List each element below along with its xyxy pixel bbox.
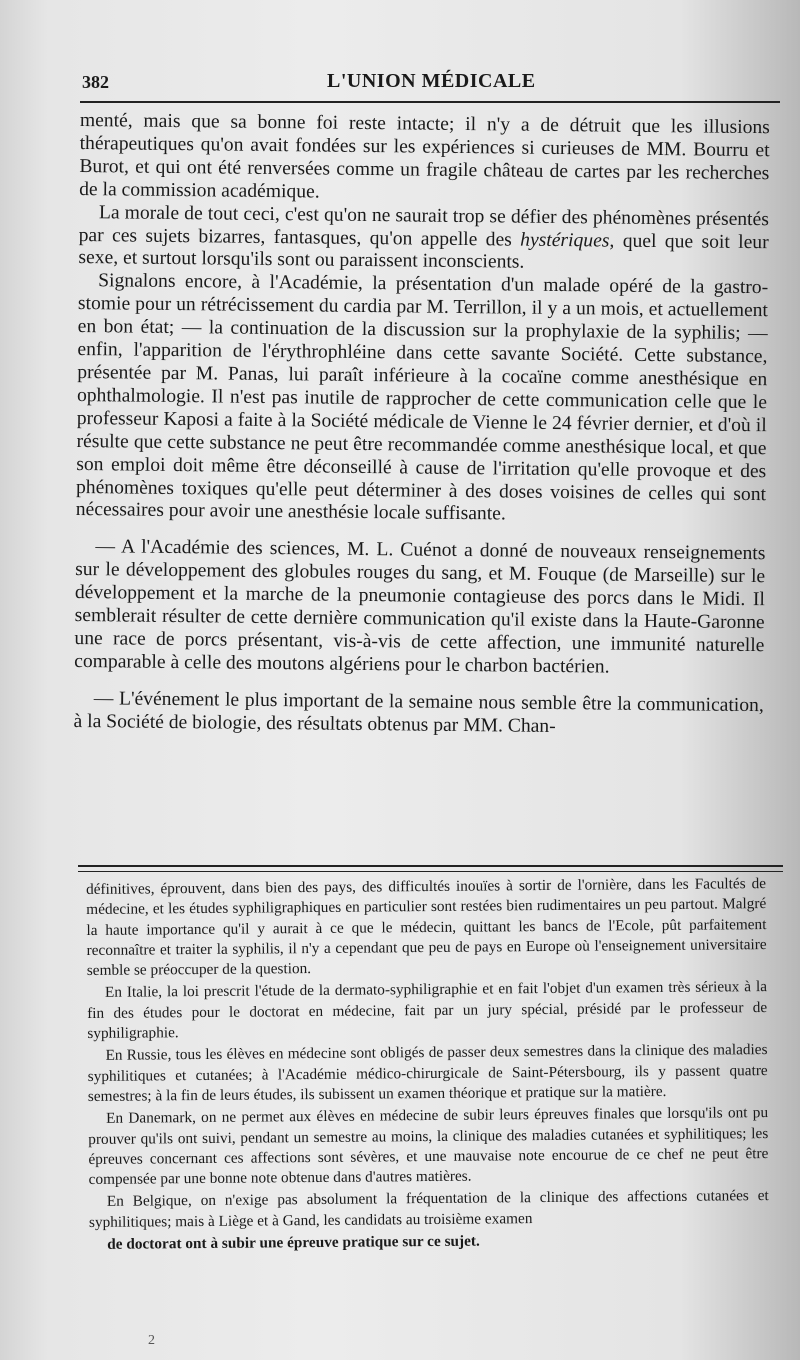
footnote-paragraph-doctorat: de doctorat ont à subir une épreuve pratique sur ce sujet. [107,1232,480,1253]
footnote-text [86,874,769,1257]
page-header [82,70,772,100]
main-article-text [73,110,769,741]
footnote-paragraph-danemark: En Danemark, on ne permet aux élèves en médecine de subir leurs épreuves finales que lorsqu'ils ont pu prouver qu'ils ont suivi, pendant un semestre au moins, la clinique des maladies cutanées et syphilitiques; les épreuves concernant ces affections sont sévères, et une mauvaise note encourue de ce chef ne peut être compensée par une bonne note obtenue dans d'autres matières. [88,1104,769,1189]
paragraph-sciences: — A l'Académie des sciences, M. L. Cuénot a donné de nouveaux renseignements sur le développement des globules rouges du sang, et M. Fouque (de Marseille) sur le développement et la marche de la pneumonie contagieuse des porcs dans le Midi. Il semblerait résulter de cette dernière communication qu'il existe dans la Haute-Garonne une race de porcs présentant, vis-à-vis de cette affection, une immunité naturelle comparable à celle des moutons algériens pour le charbon bactérien. [74,536,766,678]
footnote-paragraph-intro: définitives, éprouvent, dans bien des pays, des difficultés inouïes à sortir de l'ornière, dans les Facultés de médecine, et les études syphiligraphiques en particulier sont restées bien rudimentaires un peu partout. Malgré la haute importance qu'il y aurait à ce que le médecin, quittant les bancs de l'Ecole, pût parfaitement reconnaître et traiter la syphilis, il n'y a cependant que peu de pays en Europe où l'enseignement universitaire semble se préoccuper de la question. [86,875,767,980]
page-number: 382 [82,72,109,92]
footnote-paragraph-belgique: En Belgique, on n'exige pas absolument la fréquentation de la clinique des affections cutanées et syphilitiques; mais à Liège et à Gand, les candidats au troisième examen [88,1187,769,1231]
paragraph-intro: menté, mais que sa bonne foi reste intacte; il n'y a de détruit que les illusions thérapeutiques qu'on avait fondées sur les expériences si curieuses de MM. Bourru et Burot, et qui ont été renversées comme un fragile château de cartes par les recherches de la commission académique. [79,110,770,203]
footnote-rule-thin [78,871,783,872]
morale-text-end: quel que soit leur sexe, et surtout lorsqu'ils sont ou paraissent inconscients. [78,230,769,274]
paragraph-biologie: — L'événement le plus important de la semaine nous semble être la communication, à la Société de biologie, des résultats obtenus par MM. Chan- [73,687,764,737]
signature-mark: 2 [148,1333,155,1348]
footnote-rule-thick [78,865,783,867]
journal-title: L'UNION MÉDICALE [327,70,536,92]
paragraph-morale [78,202,769,278]
footnote-paragraph-italie: En Italie, la loi prescrit l'étude de la dermato-syphiligraphie et en fait l'objet d'un examen très sérieux à la fin des études pour le doctorat en médecine, fait par un jury spécial, présidé par le professeur de syphiligraphie. [87,978,768,1043]
morale-text: La morale de tout ceci, c'est qu'on ne saurait trop se défier des phénomènes présentés par ces sujets bizarres, fantasques, qu'on appelle des [78,201,770,251]
header-rule [80,101,780,103]
paragraph-academie: Signalons encore, à l'Académie, la présentation d'un malade opéré de la gastro-stomie pour un rétrécissement du cardia par M. Terrillon, il y a un mois, et actuellement en bon état; — la continuation de la discussion sur la prophylaxie de la syphilis; — enfin, l'apparition de l'érythrophléine dans cette savante Société. Cette substance, présentée par M. Panas, lui paraît inférieure à la cocaïne comme anesthésique en ophthalmologie. Il n'est pas inutile de rapprocher de cette communication celle que le professeur Kaposi a faite à la Société médicale de Vienne le 24 février dernier, et d'où il résulte que cette substance ne peut être recommandée comme anesthésique local, et que son emploi doit même être déconseillé à cause de l'irritation qu'elle provoque et des phénomènes toxiques qu'elle peut déterminer à des doses voisines de celles qui sont nécessaires pour avoir une anesthésie locale suffisante. [75,270,769,525]
footnote-paragraph-russie: En Russie, tous les élèves en médecine sont obligés de passer deux semestres dans la clinique des maladies syphilitiques et cutanées; à l'Académie médico-chirurgicale de Saint-Pétersbourg, ils y passent quatre semestres; à la fin de leurs études, ils subissent un examen théorique et pratique sur la matière. [87,1041,768,1105]
morale-italic-term: hystériques, [520,229,615,252]
